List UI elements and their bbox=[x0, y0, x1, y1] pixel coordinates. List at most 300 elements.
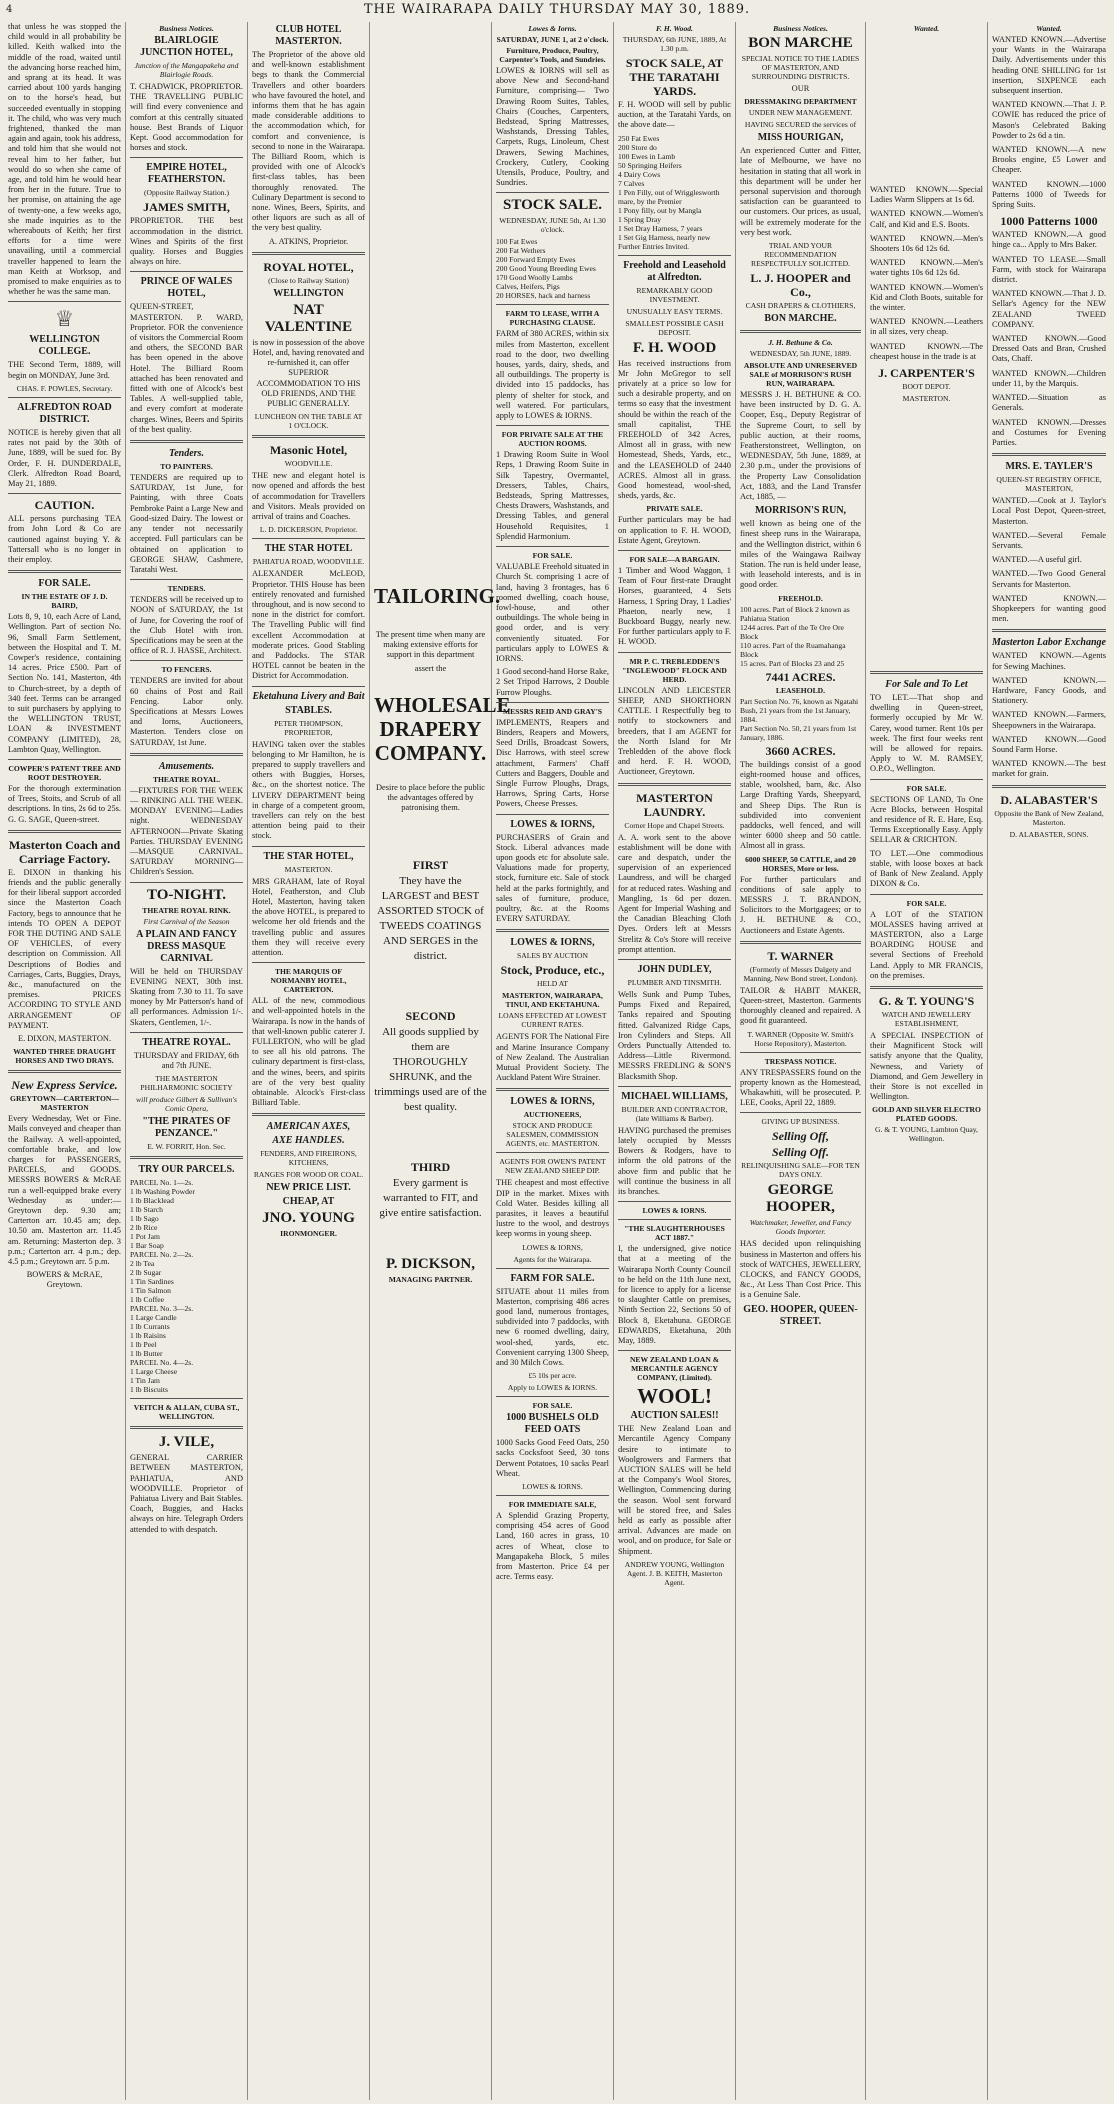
parcel-item: 1 Tin Salmon bbox=[130, 1286, 171, 1296]
freehold-item: 1244 acres. Part of the Te Ore Ore Block bbox=[740, 622, 844, 641]
parcel-item: 2 lb Sugar bbox=[130, 1268, 162, 1278]
labour-ad: WANTED KNOWN.—Agents for Sewing Machines. bbox=[992, 651, 1106, 671]
column-6 bbox=[614, 22, 736, 2100]
star-heading: THE STAR HOTEL bbox=[264, 543, 353, 555]
labour-ad: WANTED KNOWN.—The best market for grain. bbox=[992, 759, 1106, 779]
for-sale-let-heading: For Sale and To Let bbox=[885, 679, 968, 691]
parcel-item: 1 Pot Jam bbox=[130, 1232, 160, 1242]
vile-body: GENERAL CARRIER BETWEEN MASTERTON, PAHIATUA, AND WOODVILLE. Proprietor of Pahiatua Livery and Bait Stables. Coach, Buggies, and Hacks always on hire. Telegraph Orders attended to with despatch. bbox=[130, 1453, 243, 1534]
registry-sub: QUEEN-ST REGISTRY OFFICE, MASTERTON, bbox=[996, 475, 1102, 494]
freehold-list bbox=[740, 605, 861, 668]
wanted-ad: WANTED KNOWN.—A good hinge ca... Apply to Mrs Baker. bbox=[992, 230, 1106, 250]
labour-ad: WANTED KNOWN.—Hardware, Fancy Goods, and Stationery. bbox=[992, 675, 1106, 706]
freehold-item: 100 acres. Part of Block 2 known as Pahiatua Station bbox=[740, 604, 850, 623]
cheap-at: CHEAP, AT bbox=[282, 1196, 335, 1208]
amusements-heading: Amusements. bbox=[158, 760, 215, 772]
immediate-body: A Splendid Grazing Property, comprising 454 acres of Good Land, 160 acres in grass, 10 acres of Wheat, close to Mangapakeha Block, 5 miles from Masterton. Price £4 per acre. Terms easy. bbox=[496, 1511, 609, 1582]
parcel-item: 1 lb Biscuits bbox=[130, 1385, 168, 1395]
private-sale-body: Further particulars may be had on application to F. H. WOOD, Estate Agent, Greytown. bbox=[618, 515, 731, 545]
george-hooper-body: HAS decided upon relinquishing business in Masterton and offers his stock of WATCHES, JEWELLERY, CLOCKS, and FANCY GOODS, &c., At Less Than Cost Price. This is a Genuine Sale. bbox=[740, 1239, 861, 1300]
to-let-body: TO LET.—That shop and dwelling in Queen-street, formerly occupied by Mr W. Carey, wood turner. Rent 10s per week. The first four weeks rent will be allowed for repairs. Apply to W. M. RAMSEY, O.P.O., Wellington. bbox=[870, 693, 983, 774]
farm-heading: FARM FOR SALE. bbox=[510, 1272, 595, 1284]
bargain-body: 1 Timber and Wood Waggon, 1 Team of Four first-rate Draught Horses, guaranteed, 4 Sets Harness, 1 Spring Dray, 1 Ladies' Phaeton, nearly new, 1 Buckboard Buggy, nearly new. For further particulars apply to F. H. WOOD. bbox=[618, 566, 731, 647]
dudley-sub: PLUMBER AND TINSMITH. bbox=[627, 977, 722, 987]
parcel-item: 1 Large Cheese bbox=[130, 1367, 178, 1377]
columns bbox=[4, 22, 1110, 2100]
stock-item: 1 Pony filly, out by Mangla bbox=[618, 205, 702, 215]
williams-body: HAVING purchased the premises lately occupied by Messrs Bowers & Rodgers, have to inform the old patrons of the above firm and public that he will continue the business in all its branches. bbox=[618, 1125, 731, 1196]
managing-partner: MANAGING PARTNER. bbox=[388, 1275, 473, 1285]
our-text: OUR bbox=[791, 84, 810, 93]
parcel-item: 1 lb Butter bbox=[130, 1349, 163, 1359]
fenders-text: FENDERS, AND FIREIRONS, KITCHENS, bbox=[260, 1149, 357, 1168]
warner-sign: T. WARNER (Opposite W. Smith's Horse Repository), Masterton. bbox=[747, 1029, 854, 1048]
stock-list-2 bbox=[618, 134, 731, 251]
laundry-sub: Corner Hope and Chapel Streets. bbox=[624, 820, 725, 830]
rink-heading: THEATRE ROYAL RINK. bbox=[142, 905, 231, 915]
marquis-body: ALL of the new, commodious and well-appointed hotels in the Wairarapa. Is now in the hands of that well-known public caterer J. FULLERTON, who will be glad to see all his old patrons. The culinary department is first-class, and the wines, beers, and spirits are of the very best quality obtainable. Alcock's First-class Billiard Table. bbox=[252, 996, 365, 1108]
parcel-item: PARCEL No. 3—2s. bbox=[130, 1304, 194, 1314]
wanted-ad: WANTED TO LEASE.—Small Farm, with stock for Wairarapa district. bbox=[992, 254, 1106, 285]
hourigan-name: MISS HOURIGAN, bbox=[757, 132, 844, 144]
george-hooper-sub: Watchmaker, Jeweller, and Fancy Goods Importer. bbox=[749, 1218, 852, 1237]
parcel-item: PARCEL No. 4—2s. bbox=[130, 1358, 194, 1368]
coach-factory-body: E. DIXON in thanking his friends and the public generally for their liberal support accorded since the Masterton Coach Factory, begs to announce that he intends TO OPEN A DEPOT FOR THE DUTING AND SALE OF VEHICLES, of every description on Commission. All Descriptions of Bodies and Carriages, Carts, Buggies, Drays, &c., manufactured on the premises. PRICES ACCORDING TO STYLE AND ARRANGEMENT OF PAYMENT. bbox=[8, 867, 121, 1030]
agents2-text: AGENTS FOR OWEN'S PATENT NEW ZEALAND SHEEP DIP. bbox=[499, 1157, 606, 1176]
masonic-sub: WOODVILLE. bbox=[284, 459, 333, 469]
estate-body: Lots 8, 9, 10, each Acre of Land, Wellington. Part of section No. 96, Small Farm Settlement, between the Hospital and T. M. Cowper's residence, containing 14 acres. Price £500. Part of Section No. 141, Masterton, 4th to Church-street, by a depth of 340 feet. Terms can be arranged to suit purchasers by applying to the WELLINGTON TRUST, LOAN & INVESTMENT COMPANY (LIMITED), 28, Lambton Quay, Wellington. bbox=[8, 612, 121, 754]
lease-heading: FARM TO LEASE, WITH A PURCHASING CLAUSE. bbox=[505, 309, 600, 328]
axes-heading: AMERICAN AXES, bbox=[266, 1121, 351, 1133]
nat-valentine: NAT VALENTINE bbox=[264, 301, 353, 335]
acres-body: The buildings consist of a good eight-roomed house and offices, stable, woolshed, barn, &c. Also Large Drafting Yards, Sheepyard, and Sheep Dips. The Run is subdivided into convenient paddocks, well fenced, and will winter 6000 sheep and 50 cattle. Almost all in grass. bbox=[740, 759, 861, 851]
express-body: Every Wednesday, Wet or Fine. Mails conveyed and cheaper than the Railway. A well-appointed, comfortable brake, and low charges for PASSENGERS, PARCELS, and GOODS. MESSRS BOWERS & McRAE run a well-equipped brake every Wednesday as under:— Greytown dep. 9.30 am; Carterton arr. 10.45 am; dep. 10.50 am. Masterton arr. 11.45 am. Returning: Masterton dep. 3 p.m.; Carterton arr. 4 p.m.; dep. 4.5 p.m.; Greytown arr. 5 p.m. bbox=[8, 1114, 121, 1267]
rink-note: First Carnival of the Season bbox=[143, 916, 230, 926]
freehold-heading: Freehold and Leasehold at Alfredton. bbox=[623, 259, 726, 283]
tonight-heading: TO-NIGHT. bbox=[146, 886, 227, 903]
nz-loan-heading: NEW ZEALAND LOAN & MERCANTILE AGENCY COMPANY, (Limited). bbox=[629, 1355, 720, 1383]
handles-heading: AXE HANDLES. bbox=[272, 1135, 345, 1147]
wanted-ad: WANTED KNOWN.—The cheapest house in the trade is at bbox=[870, 341, 983, 361]
stock-item: 1 Pen Filly, out of Wrigglesworth mare, by the Premier bbox=[618, 187, 720, 206]
tenders-heading: Tenders. bbox=[169, 448, 204, 460]
wanted-ad: WANTED.—Situation as Generals. bbox=[992, 393, 1106, 413]
crest-icon: ♕ bbox=[54, 306, 75, 332]
bethune-header: J. H. Bethune & Co. bbox=[768, 338, 833, 348]
blairlogie-body: T. CHADWICK, PROPRIETOR. THE TRAVELLING PUBLIC will find every convenience and comfort at this centrally situated house. Best Brands of Liquor Kept. Good accommodation for horses and stock. bbox=[130, 82, 243, 153]
parcels-heading: TRY OUR PARCELS. bbox=[138, 1164, 235, 1176]
freehold-label: FREEHOLD. bbox=[778, 593, 823, 603]
fencers-heading: TENDERS. bbox=[167, 584, 206, 594]
parcel-item: 1 lb Peel bbox=[130, 1340, 157, 1350]
young-watch-sub: WATCH AND JEWELLERY ESTABLISHMENT, bbox=[881, 1009, 972, 1028]
blairlogie-heading: BLAIRLOGIE JUNCTION HOTEL, bbox=[140, 35, 233, 58]
bushels-body: 1000 Sacks Good Feed Oats, 250 sacks Cocksfoot Seed, 30 tons Derwent Potatoes, 10 sacks Pearl Wheat. bbox=[496, 1438, 609, 1478]
column-4 bbox=[370, 22, 511, 2100]
laundry-heading: MASTERTON LAUNDRY. bbox=[636, 790, 713, 819]
stock-item: 1 Set Dray Harness, 7 years bbox=[618, 223, 703, 233]
wellington-college-heading: WELLINGTON COLLEGE. bbox=[29, 334, 100, 358]
acres-total: 3660 ACRES. bbox=[765, 743, 836, 758]
dickson-name: P. DICKSON, bbox=[385, 1256, 476, 1273]
alabaster-sign: D. ALABASTER, SONS. bbox=[1009, 829, 1089, 839]
jewellery-heading: GOLD AND SILVER ELECTRO PLATED GOODS. bbox=[872, 1105, 981, 1124]
third-heading: THIRD bbox=[410, 1160, 451, 1175]
parcel-item: 1 lb Currants bbox=[130, 1322, 170, 1332]
fhwood-name: F. H. WOOD bbox=[632, 339, 717, 356]
theatre2-date: THURSDAY and FRIDAY, 6th and 7th JUNE. bbox=[133, 1050, 239, 1070]
pow-body: QUEEN-STREET, MASTERTON. P. WARD, Proprietor. FOR the convenience of visitors the Commercial Room and others, the SECOND BAR has been opened in the above Hotel. The Billiard Room attached has been renovated and fitted with one of Alcock's best Tables. A well-supplied table, and every comfort at moderate charges. Wines, Beers and Spirits of the best quality. bbox=[130, 302, 243, 434]
page-number: 4 bbox=[6, 4, 14, 15]
freehold-item: 110 acres. Part of the Ruamahanga Block bbox=[740, 640, 846, 659]
second-heading: SECOND bbox=[405, 1009, 456, 1024]
wanted-ad: WANTED KNOWN.—That J. D. Sellar's Agency for the NEW ZEALAND TWEED COMPANY. bbox=[992, 289, 1106, 329]
dip-body: THE cheapest and most effective DIP in the market. Mixes with Cold Water. Besides killing all parasites, it leaves a beautiful lustre to the wool, and destroys keep worms in young sheep. bbox=[496, 1178, 609, 1239]
stock-body-2: F. H. WOOD will sell by public auction, at the Taratahi Yards, on the above date— bbox=[618, 100, 731, 130]
royal-wellington: WELLINGTON bbox=[273, 287, 344, 299]
auctioneers-body: STOCK AND PRODUCE SALESMEN, COMMISSION AGENTS, etc. MASTERTON. bbox=[505, 1121, 600, 1149]
column-7 bbox=[736, 22, 866, 2100]
column-2 bbox=[126, 22, 248, 2100]
to-let-2: TO LET.—One commodious stable, with loose boxes at back of Bank of New Zealand. Apply DIXON & Co. bbox=[870, 848, 983, 889]
hooper-sub: CASH DRAPERS & CLOTHIERS, bbox=[745, 301, 856, 311]
young-heading: JNO. YOUNG bbox=[262, 1210, 355, 1227]
fhwood-body: Has received instructions from Mr John McGregor to sell privately at a price so low for such a desirable property, and on terms so easy that the investment should be within the reach of the small capitalist, THE FREEHOLD of 342 Acres, Almost all in grass, with new Homestead, Sheds, Yards, etc., and the LEASEHOLD of 2440 ACRES. Almost all in grass. Good homestead, wool-shed, sheds, yards, &c. bbox=[618, 358, 731, 501]
tailoring-body: The present time when many are making extensive efforts for support in this department bbox=[375, 630, 486, 660]
selling-off-1: Selling Off, bbox=[771, 1129, 830, 1144]
wholesale-drapery: WHOLESALE DRAPERY COMPANY. bbox=[374, 692, 511, 765]
sale-body: VALUABLE Freehold situated in Church St. comprising 1 acre of land, having 3 frontages, has 6 roomed dwelling, coach house, fowl-house, and other outbuildings. The whole being in good order, and is very conveniently situated. For particulars apply to LOWES & IORNS. bbox=[496, 562, 609, 663]
dixon-sign: E. DIXON, MASTERTON. bbox=[17, 1034, 112, 1044]
sections-body: SECTIONS OF LAND, To One Acre Blocks, between Hospital and residence of R. E. Hare, Esq. Terms Exceptionally Easy. Apply SELLAR & CRICHTON. bbox=[870, 794, 983, 845]
club-heading: CLUB HOTEL MASTERTON. bbox=[275, 24, 342, 47]
pow-heading: PRINCE OF WALES HOTEL, bbox=[140, 276, 233, 300]
pirates-sign: E. W. FORRIT, Hon. Sec. bbox=[147, 1142, 226, 1152]
assert-text: assert the bbox=[414, 663, 447, 673]
painters-heading: TO PAINTERS. bbox=[160, 462, 213, 472]
slaughter-heading: "THE SLAUGHTERHOUSES ACT 1887." bbox=[624, 1224, 725, 1243]
absolute-body: MESSRS J. H. BETHUNE & CO. have been instructed by D. G. A. Cooper, Esq., Deputy Registrar of the Supreme Court, to sell by public auction, at their rooms, Featherstonstreet, Wellington, on WEDNESDAY, 5th June, 1889, at 2.30 p.m., under the provisions of the Property Law Consolidation Act, 1883, and the Land Transfer Act, 1885, — bbox=[740, 390, 861, 502]
wanted-ad: WANTED KNOWN.—Children under 11, by the Marquis. bbox=[992, 368, 1106, 388]
stock-item: 100 Fat Ewes bbox=[496, 237, 538, 247]
registry-ad: WANTED.—A useful girl. bbox=[992, 555, 1082, 565]
george-hooper-sign: GEO. HOOPER, QUEEN-STREET. bbox=[743, 1303, 858, 1327]
stock-item: Calves, Heifers, Pigs bbox=[496, 282, 560, 292]
stock-item: 200 Fat Wethers bbox=[496, 246, 546, 256]
estate-heading: IN THE ESTATE OF J. D. BAIRD, bbox=[21, 592, 108, 611]
lease-body: FARM of 380 ACRES, within six miles from Masterton, excellent road to the door, two dwelling houses, yards, dairy, sheds, and all outbuildings. The property is divided into 15 paddocks, has plenty of shelter for stock, and well watered. For particulars, apply to LOWES & IORNS. bbox=[496, 329, 609, 421]
express-heading: New Express Service. bbox=[11, 1078, 118, 1093]
private-heading: FOR PRIVATE SALE AT THE AUCTION ROOMS. bbox=[501, 430, 604, 449]
smallest: SMALLEST POSSIBLE CASH DEPOSIT. bbox=[625, 318, 724, 337]
absolute-heading: ABSOLUTE AND UNRESERVED SALE of MORRISON'S RUSH RUN, WAIRARAPA. bbox=[743, 361, 858, 389]
registry-ad: WANTED.—Cook at J. Taylor's Local Post Depot, Queen-street, Masterton. bbox=[992, 496, 1106, 526]
leasehold-label: LEASEHOLD. bbox=[775, 685, 826, 695]
dudley-body: Wells Sunk and Pump Tubes, Pumps Fixed and Repaired, Tanks repaired and Spouting fitted. Galvanized Ridge Caps, Iron Cylinders and Steps. All Orders Punctually Attended to. Address—Little Rivermond. MESSRS FREDLING & SON'S Blacksmith Shop. bbox=[618, 989, 731, 1081]
bushels-heading: 1000 BUSHELS OLD FEED OATS bbox=[506, 1412, 599, 1436]
cowper-body: For the thorough extermination of Trees, Stoits, and Scrub of all descriptions. In tins, 2s 6d to 25s. G. G. SAGE, Queen-street. bbox=[8, 783, 121, 824]
wanted-ads-9 bbox=[992, 35, 1106, 210]
stock-sale-heading-2: STOCK SALE, AT THE TARATAHI YARDS. bbox=[625, 56, 724, 98]
wanted-ad: WANTED KNOWN.—1000 Patterns 1000 of Tweeds for Spring Suits. bbox=[992, 179, 1106, 210]
wanted-ad: WANTED KNOWN.—Advertise your Wants in the Wairarapa Daily. Advertisements under this heading ONE SHILLING for 1st insertion, SIXPENCE each subsequent insertion. bbox=[992, 35, 1106, 96]
morrison-heading: MORRISON'S RUN, bbox=[754, 505, 847, 517]
wellington-college-body: THE Second Term, 1889, will begin on MONDAY, June 3rd. bbox=[8, 360, 121, 380]
star2-body: MRS GRAHAM, late of Royal Hotel, Featherston, and Club Hotel, Masterton, having taken the above HOTEL, is prepared to welcome her old friends and the travelling public and assures them they will receive every attention. bbox=[252, 876, 365, 957]
parcel-item: 1 lb Coffee bbox=[130, 1295, 165, 1305]
masque-heading: A PLAIN AND FANCY DRESS MASQUE CARNIVAL bbox=[136, 928, 237, 964]
fhwood-date: THURSDAY, 6th JUNE, 1889, At 1.30 p.m. bbox=[622, 35, 727, 53]
masonic-sign: L. D. DICKERSON, Proprietor. bbox=[259, 525, 358, 535]
stock-item: 200 Store do bbox=[618, 142, 657, 152]
farm-apply: Apply to LOWES & IORNS. bbox=[507, 1383, 598, 1393]
business-notices-heading: Business Notices. bbox=[159, 24, 214, 33]
young-watch-heading: G. & T. YOUNG'S bbox=[878, 993, 975, 1008]
wanted-header-8: Wanted. bbox=[913, 24, 940, 33]
carpenter-name: J. CARPENTER'S bbox=[878, 366, 975, 381]
sale-heading: FOR SALE. bbox=[532, 551, 573, 561]
stock-item: 200 Forward Empty Ewes bbox=[496, 255, 576, 265]
fertilise-heading: LOWES & IORNS, bbox=[510, 818, 595, 830]
loans: LOANS EFFECTED AT LOWEST CURRENT RATES. bbox=[498, 1011, 607, 1030]
stock-date: WEDNESDAY, JUNE 5th, At 1.30 o'clock. bbox=[499, 216, 606, 235]
special-notice: SPECIAL NOTICE TO THE LADIES OF MASTERTON, AND SURROUNDING DISTRICTS. bbox=[741, 54, 860, 81]
bethune-date: WEDNESDAY, 5th JUNE, 1889. bbox=[749, 349, 852, 359]
wanted-header-9: Wanted. bbox=[1036, 24, 1062, 33]
bon-marche-sign: BON MARCHE. bbox=[764, 313, 837, 325]
george-hooper: GEORGE HOOPER, bbox=[766, 1182, 835, 1216]
cowper-heading: COWPER'S PATENT TREE AND ROOT DESTROYER. bbox=[8, 763, 121, 782]
column-3 bbox=[248, 22, 370, 2100]
parcel-item: 1 Bar Soap bbox=[130, 1241, 164, 1251]
molasses-body: A LOT of the STATION MOLASSES having arrived at MASTERTON, also a Large BOARDING HOUSE and several Sections of Freehold Land. Apply to MR FRANCIS, on the premises. bbox=[870, 909, 983, 980]
painters-body: TENDERS are required up to SATURDAY, 1st June, for Painting, with three Coats Pembroke Paint a Large New and Good-sized Dairy. The lowest or any tender not necessarily accepted. Full particulars can be obtained on application to GEORGE SHAW, Cashmere, Taratahi West. bbox=[130, 473, 243, 574]
fencers2-body: TENDERS are invited for about 60 chains of Post and Rail Fencing. Labor only. Specifications at Messrs Lowes and Iorns, Auctioneers, Masterton. Tenders close on SATURDAY, 1st June. bbox=[130, 676, 243, 747]
stock-list bbox=[496, 237, 609, 300]
empire-heading: EMPIRE HOTEL, FEATHERSTON. bbox=[146, 162, 227, 186]
parcel-item: 1 lb Starch bbox=[130, 1205, 163, 1215]
relinquishing: RELINQUISHING SALE—FOR TEN DAYS ONLY. bbox=[741, 1161, 860, 1180]
stock-item: 50 Springing Heifers bbox=[618, 160, 682, 170]
alabaster-heading: D. ALABASTER'S bbox=[1000, 792, 1098, 807]
trespass-body: ANY TRESPASSERS found on the property known as the Homestead, Whakawhiti, will be prosecuted. P. LEE, Cooks, April 22, 1889. bbox=[740, 1067, 861, 1108]
sheep-body: For further particulars and conditions of sale apply to MESSRS J. T. BRANDON, Solicitors to the Mortgagees; or to J. H. BETHUNE & CO., Auctioneers and Estate Agents. bbox=[740, 874, 861, 935]
fencers2-heading: TO FENCERS. bbox=[161, 665, 212, 675]
labour-heading: Masterton Labor Exchange bbox=[992, 637, 1106, 649]
desire-text: Desire to place before the public the advantages offered by patronising them. bbox=[375, 782, 486, 813]
warner-body: TAILOR & HABIT MAKER, Queen-street, Masterton. Garments thoroughly cleaned and repaired. A good fit guaranteed. bbox=[740, 985, 861, 1026]
farm-body: SITUATE about 11 miles from Masterton, comprising 486 acres good land, numerous frontages, subdivided into 7 paddocks, with new 6 roomed dwelling, dairy, wool-shed, yards, etc. Convenient carrying 1300 Sheep, and 30 Milch Cows. bbox=[496, 1286, 609, 1368]
boot-depot: BOOT DEPOT. bbox=[902, 382, 951, 392]
wanted-ad: WANTED KNOWN.—Good Dressed Oats and Bran, Crushed Oats, Chaff. bbox=[992, 334, 1106, 364]
agents3: Agents for the Wairarapa. bbox=[513, 1254, 592, 1264]
furniture-heading: Furniture, Produce, Poultry, Carpenter's Tools, and Sundries. bbox=[499, 46, 606, 64]
sale2-body: 1 Good second-hand Horse Rake, 2 Set Tripod Harrows, 2 Double Furrow Ploughs. bbox=[496, 667, 609, 697]
theatre-heading: THEATRE ROYAL. bbox=[152, 774, 221, 784]
messrs-heading: MESSRS REID AND GRAY'S bbox=[502, 706, 603, 716]
leasehold-list bbox=[740, 697, 861, 742]
stock-item: 20 HORSES, hack and harness bbox=[496, 291, 591, 301]
lowes-header: Lowes & Iorns. bbox=[528, 24, 577, 33]
stock-item: 1 Set Gig Harness, nearly new bbox=[618, 232, 711, 242]
masonic-body: THE new and elegant hotel is now opened and affords the best of accommodation for Travellers and Visitors. Meals provided on arrival of trains and Coaches. bbox=[252, 471, 365, 522]
auction-sales-heading: AUCTION SALES!! bbox=[630, 1410, 719, 1422]
places: MASTERTON, WAIRARAPA, TINUI, AND EKETAHUNA. bbox=[502, 991, 603, 1010]
messrs-body: IMPLEMENTS, Reapers and Binders, Reapers and Mowers, Seed Drills, Broadcast Sowers, Disc Harrows, with steel screw attachment, Farmers' Chaff Cutters and Baggers, Double and Single Furrow Ploughs, Drags, Harrows, Spring Carts, Horse Powers, Cheese Presses. bbox=[496, 717, 609, 809]
theatre2-heading: THEATRE ROYAL. bbox=[142, 1036, 231, 1048]
bowers-sign: BOWERS & McRAE, Greytown. bbox=[26, 1270, 103, 1290]
parcel-item: 1 lb Washing Powder bbox=[130, 1187, 195, 1197]
under-management: UNDER NEW MANAGEMENT. bbox=[748, 108, 853, 118]
furniture-body: LOWES & IORNS will sell as above New and Second-hand Furniture, comprising— Two Drawing Room Suites, Tables, Chairs (Couches, Carpenters, Bedstead, Spring Mattresses, Washstands, Dressing Tables, Carpets, Rugs, Linoleum, Chest Drawers, Sewing Machines, Crockery, Cutlery, Cooking Utensils, Produce, Poultry, and Sundries. bbox=[496, 66, 609, 188]
goods-text: All goods supplied by them are THOROUGHLY SHRUNK, and the trimmings used are of the best quality. bbox=[374, 1026, 487, 1114]
vile-heading: J. VILE, bbox=[158, 1434, 215, 1451]
nat-body: is now in possession of the above Hotel, and, having renovated and re-furnished it, can offer SUPERIOR ACCOMMODATION TO HIS OLD FRIENDS, AND THE PUBLIC GENERALLY. bbox=[252, 337, 365, 409]
auctioneers-sub: AUCTIONEERS, bbox=[523, 1110, 582, 1120]
masonic-heading: Masonic Hotel, bbox=[269, 443, 348, 458]
luncheon: LUNCHEON ON THE TABLE AT 1 O'CLOCK. bbox=[254, 412, 363, 431]
young-watch-sign: G. & T. YOUNG, Lambton Quay, Wellington. bbox=[875, 1125, 978, 1144]
wanted-ad: WANTED KNOWN.—A new Brooks engine, £5 Lower and Cheaper. bbox=[992, 145, 1106, 175]
dressmaking: DRESSMAKING DEPARTMENT bbox=[744, 97, 857, 107]
stock-produce: Stock, Produce, etc., bbox=[500, 963, 605, 978]
registry-ad: WANTED KNOWN.—Shopkeepers for wanting good men. bbox=[992, 593, 1106, 624]
bon-marche-heading: BON MARCHE bbox=[748, 35, 853, 51]
williams-heading: MICHAEL WILLIAMS, bbox=[621, 1090, 728, 1102]
wool-heading: WOOL! bbox=[637, 1384, 712, 1409]
auctioneers-heading: LOWES & IORNS, bbox=[510, 1096, 595, 1108]
marquis-heading: THE MARQUIS OF NORMANBY HOTEL, CARTERTON. bbox=[270, 967, 347, 995]
freehold-item: 15 acres. Part of Blocks 23 and 25 bbox=[740, 658, 845, 668]
registry-ads bbox=[992, 496, 1106, 624]
parcel-item: 1 Large Candle bbox=[130, 1313, 177, 1323]
stock-item: 1 Spring Dray bbox=[618, 214, 662, 224]
wanted-ad: WANTED KNOWN.—Dresses and Costumes for Evening Parties. bbox=[992, 417, 1106, 447]
leasehold-item: Part Section No. 50, 21 years from 1st January, 1886. bbox=[740, 723, 857, 742]
stock-item: 250 Fat Ewes bbox=[618, 133, 660, 143]
express-sub: GREYTOWN—CARTERTON—MASTERTON bbox=[10, 1094, 119, 1113]
parcel-item: PARCEL No. 2—2s. bbox=[130, 1250, 194, 1260]
wanted-ad: WANTED KNOWN.—Leathers in all sizes, very cheap. bbox=[870, 317, 983, 337]
parcel-item: PARCEL No. 1—2s. bbox=[130, 1178, 194, 1188]
empire-sub: (Opposite Railway Station.) bbox=[144, 188, 229, 198]
lowes-heading-6: LOWES & IORNS. bbox=[642, 1206, 707, 1216]
auction-body: THE New Zealand Loan and Mercantile Agency Company desire to intimate to Woolgrowers and Farmers that AUCTION SALES will be held at the Company's Wool Stores, Wellington, Commencing during the season. Wool sent forward will be stored free, and Sales held as early as possible after arrival. Advances are made on wool, and on produce, for Sale or Shipment. bbox=[618, 1424, 731, 1556]
theatre-body: —FIXTURES FOR THE WEEK— RINKING ALL THE WEEK. MONDAY EVENING—Ladies night. WEDNESDAY AFTERNOON—Private Skating Parties. THURSDAY EVENING—MASQUE CARNIVAL. SATURDAY MORNING—Children's Session. bbox=[130, 785, 243, 877]
secured-text: HAVING SECURED the services of bbox=[744, 120, 857, 130]
star2-sub: MASTERTON. bbox=[284, 864, 333, 874]
remarkably: REMARKABLY GOOD INVESTMENT. bbox=[636, 285, 713, 304]
wanted-ad: WANTED KNOWN.—Special Ladies Warm Slippers at 1s 6d. bbox=[870, 185, 983, 205]
sales-sub: SALES BY AUCTION bbox=[516, 951, 589, 961]
empire-body: PROPRIETOR. THE best accommodation in the district. Wines and Spirits of the first quality. Horses and Buggies always on hire. bbox=[130, 216, 243, 267]
registry-heading: MRS. E. TAYLER'S bbox=[1005, 461, 1093, 473]
parcels-list bbox=[130, 1178, 243, 1394]
agents-text: AGENTS FOR The National Fire and Marine Insurance Company of New Zealand. The Australian Mutual Provident Society. The Auckland Patent Wire Strainer. bbox=[496, 1032, 609, 1083]
philharmonic: THE MASTERTON PHILHARMONIC SOCIETY bbox=[140, 1074, 233, 1093]
masthead-title: THE WAIRARAPA DAILY THURSDAY MAY 30, 1889. bbox=[363, 2, 751, 17]
alfredton-body: NOTICE is hereby given that all rates not paid by the 30th of June, 1889, will be sued for. By Order, F. H. DUNDERDALE, Clerk. Alfredton Road Board, May 21, 1889. bbox=[8, 427, 121, 488]
trial-text: TRIAL AND YOUR RECOMMENDATION RESPECTFULLY SOLICITED. bbox=[751, 241, 850, 269]
ranges-text: RANGES FOR WOOD OR COAL. bbox=[253, 1170, 364, 1180]
price-list-heading: NEW PRICE LIST. bbox=[266, 1182, 351, 1194]
sheep-text: 6000 SHEEP, 50 CATTLE, and 20 HORSES, More or less. bbox=[745, 854, 856, 873]
for-sale-8: FOR SALE. bbox=[906, 783, 947, 793]
bargain-heading: FOR SALE—A BARGAIN. bbox=[629, 555, 720, 565]
terms: UNUSUALLY EASY TERMS. bbox=[626, 306, 723, 316]
more-wanted-ads bbox=[992, 230, 1106, 448]
business-header-7: Business Notices. bbox=[773, 24, 828, 33]
sat-heading: SATURDAY, JUNE 1, at 2 o'clock. bbox=[496, 35, 609, 44]
trespass-heading: TRESPASS NOTICE. bbox=[764, 1056, 837, 1066]
alfredton-heading: ALFREDTON ROAD DISTRICT. bbox=[17, 401, 112, 425]
parcel-item: 1 lb Sago bbox=[130, 1214, 159, 1224]
patterns-heading: 1000 Patterns 1000 bbox=[1000, 214, 1098, 229]
masthead bbox=[0, 0, 1114, 20]
parcel-item: 1 Tin Sardines bbox=[130, 1277, 174, 1287]
slaughter-body: I, the undersigned, give notice that at a meeting of the Wairarapa North County Council to be held on the 11th June next, for licence to apply for a license to slaughter Cattle on premises, Ninth Section 22, Sections 50 of Block 8, Eketahuna. GEORGE EDWARDS, Eketahuna, 20th May, 1889. bbox=[618, 1244, 731, 1346]
wanted-ads bbox=[870, 185, 983, 362]
royal-heading: ROYAL HOTEL, bbox=[263, 259, 354, 274]
wanted-ad: WANTED KNOWN.—That J. P. COWIE has reduced the price of Mason's Celebrated Baking Powder to 2s 6d a tin. bbox=[992, 100, 1106, 140]
wanted-ad: WANTED KNOWN.—Men's Shooters 10s 6d 12s 6d. bbox=[870, 233, 983, 254]
empire-name: JAMES SMITH, bbox=[143, 200, 230, 215]
williams-sub: BUILDER AND CONTRACTOR, (late Williams & Barber). bbox=[621, 1104, 728, 1123]
stock-item: 7 Calves bbox=[618, 178, 645, 188]
warner-heading: T. WARNER bbox=[767, 948, 834, 963]
lowes4: LOWES & IORNS. bbox=[522, 1482, 583, 1492]
sales-heading: LOWES & IORNS, bbox=[510, 937, 595, 949]
column-5 bbox=[492, 22, 614, 2100]
held-at: HELD AT bbox=[536, 979, 568, 989]
club-body: The Proprietor of the above old and well-known establishment begs to thank the Commercial Travellers and other boarders who have favoured the hotel, and informs them that he has again made considerable additions to the accommodation which, for comfort and convenience, is second to none in the Wairarapa. The Billiard Room, which is provided with one of Alcock's first-class tables, has been thoroughly renovated. The Culinary Department is second to none. Wines, Beers, Spirits, and other liquors are such as all of the very best quality. bbox=[252, 50, 365, 233]
inglewood-heading: MR P. C. TREBLEDDEN'S "INGLEWOOD" FLOCK AND HERD. bbox=[622, 656, 727, 684]
forsale3-heading: FOR SALE. bbox=[532, 1401, 573, 1411]
opera-text: will produce Gilbert & Sullivan's Comic Opera, bbox=[136, 1095, 237, 1114]
private-body: 1 Drawing Room Suite in Wool Reps, 1 Drawing Room Suite in Silk Tapestry, Overmantel, Dressers, Tables, Chairs, Bedsteads, Spring Mattresses, Chests Drawers, Washstands, and Dressing Tables, and general Household Requisites, 1 Splendid Harmonium. bbox=[496, 450, 609, 541]
leasehold-item: Part Section No. 76, known as Ngatahi Bush, 21 years from the 1st January, 1884. bbox=[740, 696, 859, 724]
young-sub: IRONMONGER. bbox=[280, 1229, 337, 1239]
caution-heading: CAUTION. bbox=[34, 498, 95, 513]
eketahuna-heading: Eketahuna Livery and Bait bbox=[252, 690, 365, 702]
parcel-item: 1 lb Blacklead bbox=[130, 1196, 174, 1206]
hooper-name: L. J. HOOPER and Co., bbox=[750, 271, 851, 300]
wanted-ad: WANTED KNOWN.—Men's water tights 10s 6d 12s 6d. bbox=[870, 258, 983, 278]
freehold-total: 7441 ACRES. bbox=[765, 669, 836, 684]
farm-price: £5 10s per acre. bbox=[528, 1371, 577, 1381]
star2-heading: THE STAR HOTEL, bbox=[263, 850, 354, 862]
coach-factory-heading: Masterton Coach and Carriage Factory. bbox=[8, 837, 121, 866]
column-8 bbox=[866, 22, 988, 2100]
lowes3: LOWES & IORNS, bbox=[522, 1242, 583, 1252]
masque-body: Will be held on THURSDAY EVENING NEXT, 30th inst. Skating from 7.30 to 11. To save money by Mr Patterson's hand of all performances. Admission 1/-. Skaters, Gentlemen, 1/-. bbox=[130, 966, 243, 1027]
for-sale-heading: FOR SALE. bbox=[38, 578, 91, 590]
wanted-ad: WANTED KNOWN.—Women's Kid and Cloth Boots, suitable for the winter. bbox=[870, 282, 983, 313]
first-heading: FIRST bbox=[412, 858, 449, 873]
stock-item: 4 Dairy Cows bbox=[618, 169, 661, 179]
parcel-item: 1 Tin Jam bbox=[130, 1376, 160, 1386]
carpenter-masterton: MASTERTON. bbox=[902, 394, 951, 404]
fertilise-body: PURCHASERS of Grain and Stock. Liberal advances made upon goods etc for absolute sale. Valuations made for property, stock, furniture etc. Sale of stock held at the parks fortnightly, and sales of furniture, produce, poultry, &c. at the Rooms EVERY SATURDAY. bbox=[496, 832, 609, 924]
labour-ads bbox=[992, 651, 1106, 779]
peter-name: PETER THOMPSON, PROPRIETOR, bbox=[274, 718, 343, 737]
immediate-heading: FOR IMMEDIATE SALE, bbox=[508, 1500, 597, 1510]
registry-ad: WANTED.—Several Female Servants. bbox=[992, 530, 1106, 550]
fhwood-header: F. H. Wood. bbox=[656, 24, 693, 33]
labour-ad: WANTED KNOWN.—Farmers, Sheepowners in the Wairarapa. bbox=[992, 710, 1106, 730]
hourigan-body: An experienced Cutter and Fitter, late of Melbourne, we have no hesitation in stating that all work in this department will be under her personal supervision and thorough satisfaction can be guaranteed to our customers. Our prices, as usual, will be extremely moderate for the very best work. bbox=[740, 146, 861, 237]
stock-sale-heading: STOCK SALE. bbox=[503, 197, 602, 214]
